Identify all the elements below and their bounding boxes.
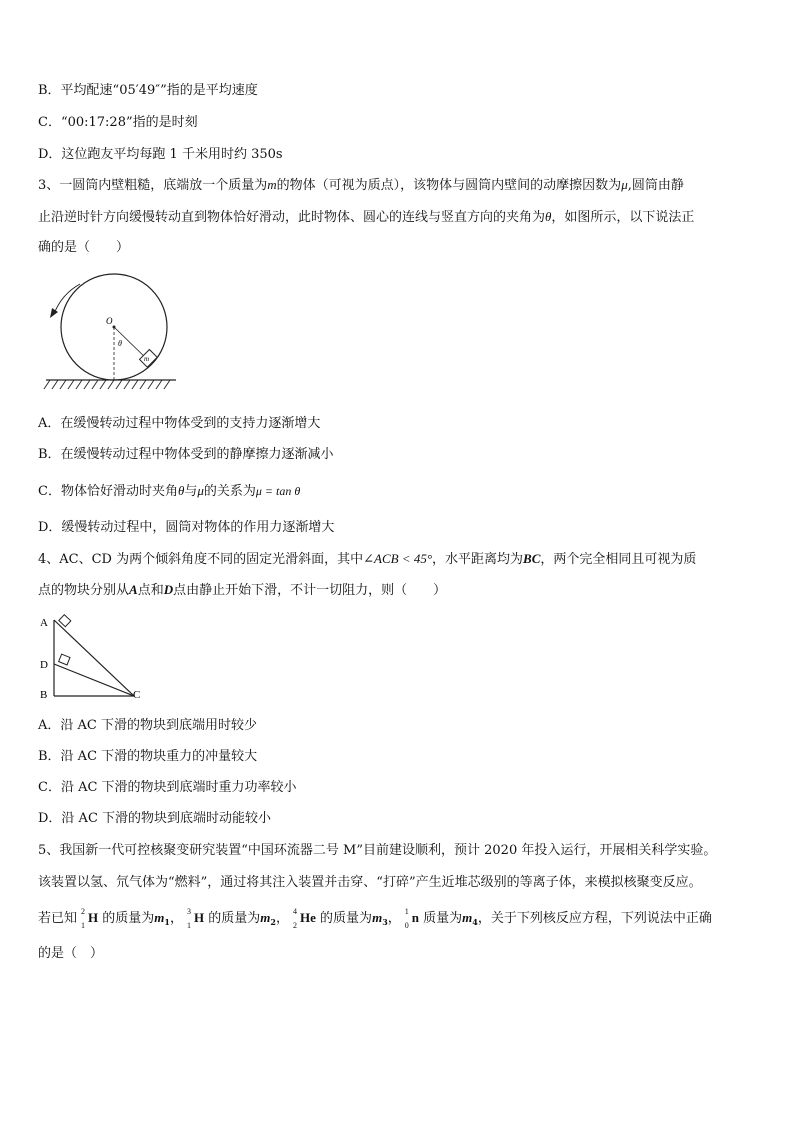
atomic-number: 0 xyxy=(404,921,409,930)
q3-option-c-text: C．物体恰好滑动时夹角 xyxy=(38,484,178,499)
point-d-symbol: D xyxy=(163,582,174,597)
q2-option-b: B．平均配速“05′49″”指的是平均速度 xyxy=(38,83,258,98)
q3-stem-line3: 确的是（ ） xyxy=(38,240,130,255)
block-on-ac xyxy=(59,615,71,627)
rotation-arrowhead xyxy=(50,308,58,318)
q5-text: 的质量为 xyxy=(320,911,373,926)
q3-stem-text: 止沿逆时针方向缓慢转动直到物体恰好滑动，此时物体、圆心的连线与竖直方向的夹角为 xyxy=(38,210,546,225)
q3-option-c xyxy=(38,482,300,501)
q4-stem-line2 xyxy=(38,581,446,600)
mass-number: 3 xyxy=(187,907,192,916)
point-a-symbol: A xyxy=(129,582,138,597)
q3-mu-symbol: μ xyxy=(621,177,628,192)
label-theta: θ xyxy=(118,339,122,348)
q5-text: 的质量为 xyxy=(208,911,261,926)
label-D: D xyxy=(40,659,48,671)
q5-stem-line4: 的是（ ） xyxy=(38,946,104,961)
q4-incline-figure xyxy=(36,612,148,704)
mass-symbol: m xyxy=(372,910,383,925)
q4-option-c: C．沿 AC 下滑的物块到底端时重力功率较小 xyxy=(38,780,297,795)
rotation-arrow xyxy=(54,284,80,314)
mass-symbol: m xyxy=(462,910,473,925)
ground-hatching xyxy=(44,380,170,389)
element-symbol: He xyxy=(300,910,316,925)
q5-stem-line2: 该装置以氢、氘气体为“燃料”，通过将其注入装置并击穿、“打碎”产生近堆芯级别的等离子体，来模拟核聚变反应。 xyxy=(38,875,702,890)
q3-stem-text: ，如图所示，以下说法正 xyxy=(551,210,695,225)
atomic-number: 2 xyxy=(293,921,298,930)
label-O: O xyxy=(106,316,113,326)
q3-stem-text: ,圆筒由静 xyxy=(627,178,684,193)
q3-stem-line2 xyxy=(38,208,694,227)
atomic-number: 1 xyxy=(187,921,192,930)
q4-stem-line1 xyxy=(38,550,696,569)
label-m: m xyxy=(144,355,150,363)
block-on-dc xyxy=(59,654,70,665)
q5-text: 质量为 xyxy=(423,911,463,926)
q5-text: ，关于下列核反应方程，下列说法中正确 xyxy=(477,911,712,926)
q5-text: ， xyxy=(276,911,290,926)
formula-mu-tan-theta: μ = tan θ xyxy=(255,484,301,498)
nuclide-deuterium xyxy=(81,907,99,930)
q4-stem-text: 点由静止开始下滑，不计一切阻力，则（ ） xyxy=(173,583,447,598)
q3-option-b: B．在缓慢转动过程中物体受到的静摩擦力逐渐减小 xyxy=(38,447,334,462)
mu-symbol: μ xyxy=(197,483,204,498)
label-B: B xyxy=(40,689,48,701)
q4-option-b: B．沿 AC 下滑的物块重力的冲量较大 xyxy=(38,749,258,764)
center-point xyxy=(113,326,116,329)
q4-stem-text: 点和 xyxy=(137,583,164,598)
q3-theta-symbol: θ xyxy=(545,209,552,224)
mass-number: 4 xyxy=(293,907,298,916)
element-symbol: n xyxy=(411,910,420,925)
element-symbol: H xyxy=(194,910,205,925)
mass-subscript: 2 xyxy=(270,917,276,927)
element-symbol: H xyxy=(88,910,99,925)
mass-subscript: 3 xyxy=(382,917,388,927)
nuclide-neutron xyxy=(404,907,420,930)
q3-option-c-text: 与 xyxy=(184,484,198,499)
q5-stem-line3 xyxy=(38,909,712,931)
q4-stem-text: 点的物块分别从 xyxy=(38,583,130,598)
q2-option-d: D．这位跑友平均每跑 1 千米用时约 350s xyxy=(38,147,283,162)
q2-option-c: C．“00:17:28”指的是时刻 xyxy=(38,115,198,130)
incline-dc xyxy=(54,664,134,696)
q4-option-a: A．沿 AC 下滑的物块到底端用时较少 xyxy=(38,718,257,733)
q5-stem-line1: 5、我国新一代可控核聚变研究装置“中国环流器二号 M”目前建设顺利，预计 2020 年投入运行，开展相关科学实验。 xyxy=(38,843,717,858)
q5-text: 若已知 xyxy=(38,911,78,926)
nuclide-tritium xyxy=(187,907,205,930)
atomic-number: 1 xyxy=(81,921,86,930)
q4-stem-text: ，水平距离均为 xyxy=(432,552,524,567)
q4-option-d: D．沿 AC 下滑的物块到底端时动能较小 xyxy=(38,811,272,826)
theta-symbol: θ xyxy=(177,483,185,498)
q5-text: ， xyxy=(387,911,401,926)
mass-number: 2 xyxy=(81,907,86,916)
angle-acb-expression: ∠ACB < 45° xyxy=(363,551,433,566)
mass-symbol: m xyxy=(260,910,271,925)
q3-option-c-text: 的关系为 xyxy=(203,484,256,499)
q3-stem-text: 的物体（可视为质点），该物体与圆筒内壁间的动摩擦因数为 xyxy=(276,178,622,193)
q3-mass-symbol: m xyxy=(267,177,277,192)
label-A: A xyxy=(40,617,48,629)
label-C: C xyxy=(133,689,141,701)
q5-text: ， xyxy=(170,911,184,926)
mass-subscript: 1 xyxy=(164,917,170,927)
q3-option-d: D．缓慢转动过程中，圆筒对物体的作用力逐渐增大 xyxy=(38,520,335,535)
bc-symbol: BC xyxy=(523,551,541,566)
mass-subscript: 4 xyxy=(472,917,478,927)
q4-stem-text: ，两个完全相同且可视为质 xyxy=(540,552,697,567)
q3-option-a: A．在缓慢转动过程中物体受到的支持力逐渐增大 xyxy=(38,416,321,431)
q3-stem-line1 xyxy=(38,176,684,195)
q3-stem-text: 3、一圆筒内壁粗糙，底端放一个质量为 xyxy=(38,178,268,193)
mass-number: 1 xyxy=(404,907,409,916)
nuclide-helium xyxy=(293,907,316,930)
q5-text: 的质量为 xyxy=(102,911,155,926)
q4-stem-text: 4、AC、CD 为两个倾斜角度不同的固定光滑斜面，其中 xyxy=(38,552,364,567)
mass-symbol: m xyxy=(154,910,165,925)
q3-cylinder-figure xyxy=(40,272,180,396)
